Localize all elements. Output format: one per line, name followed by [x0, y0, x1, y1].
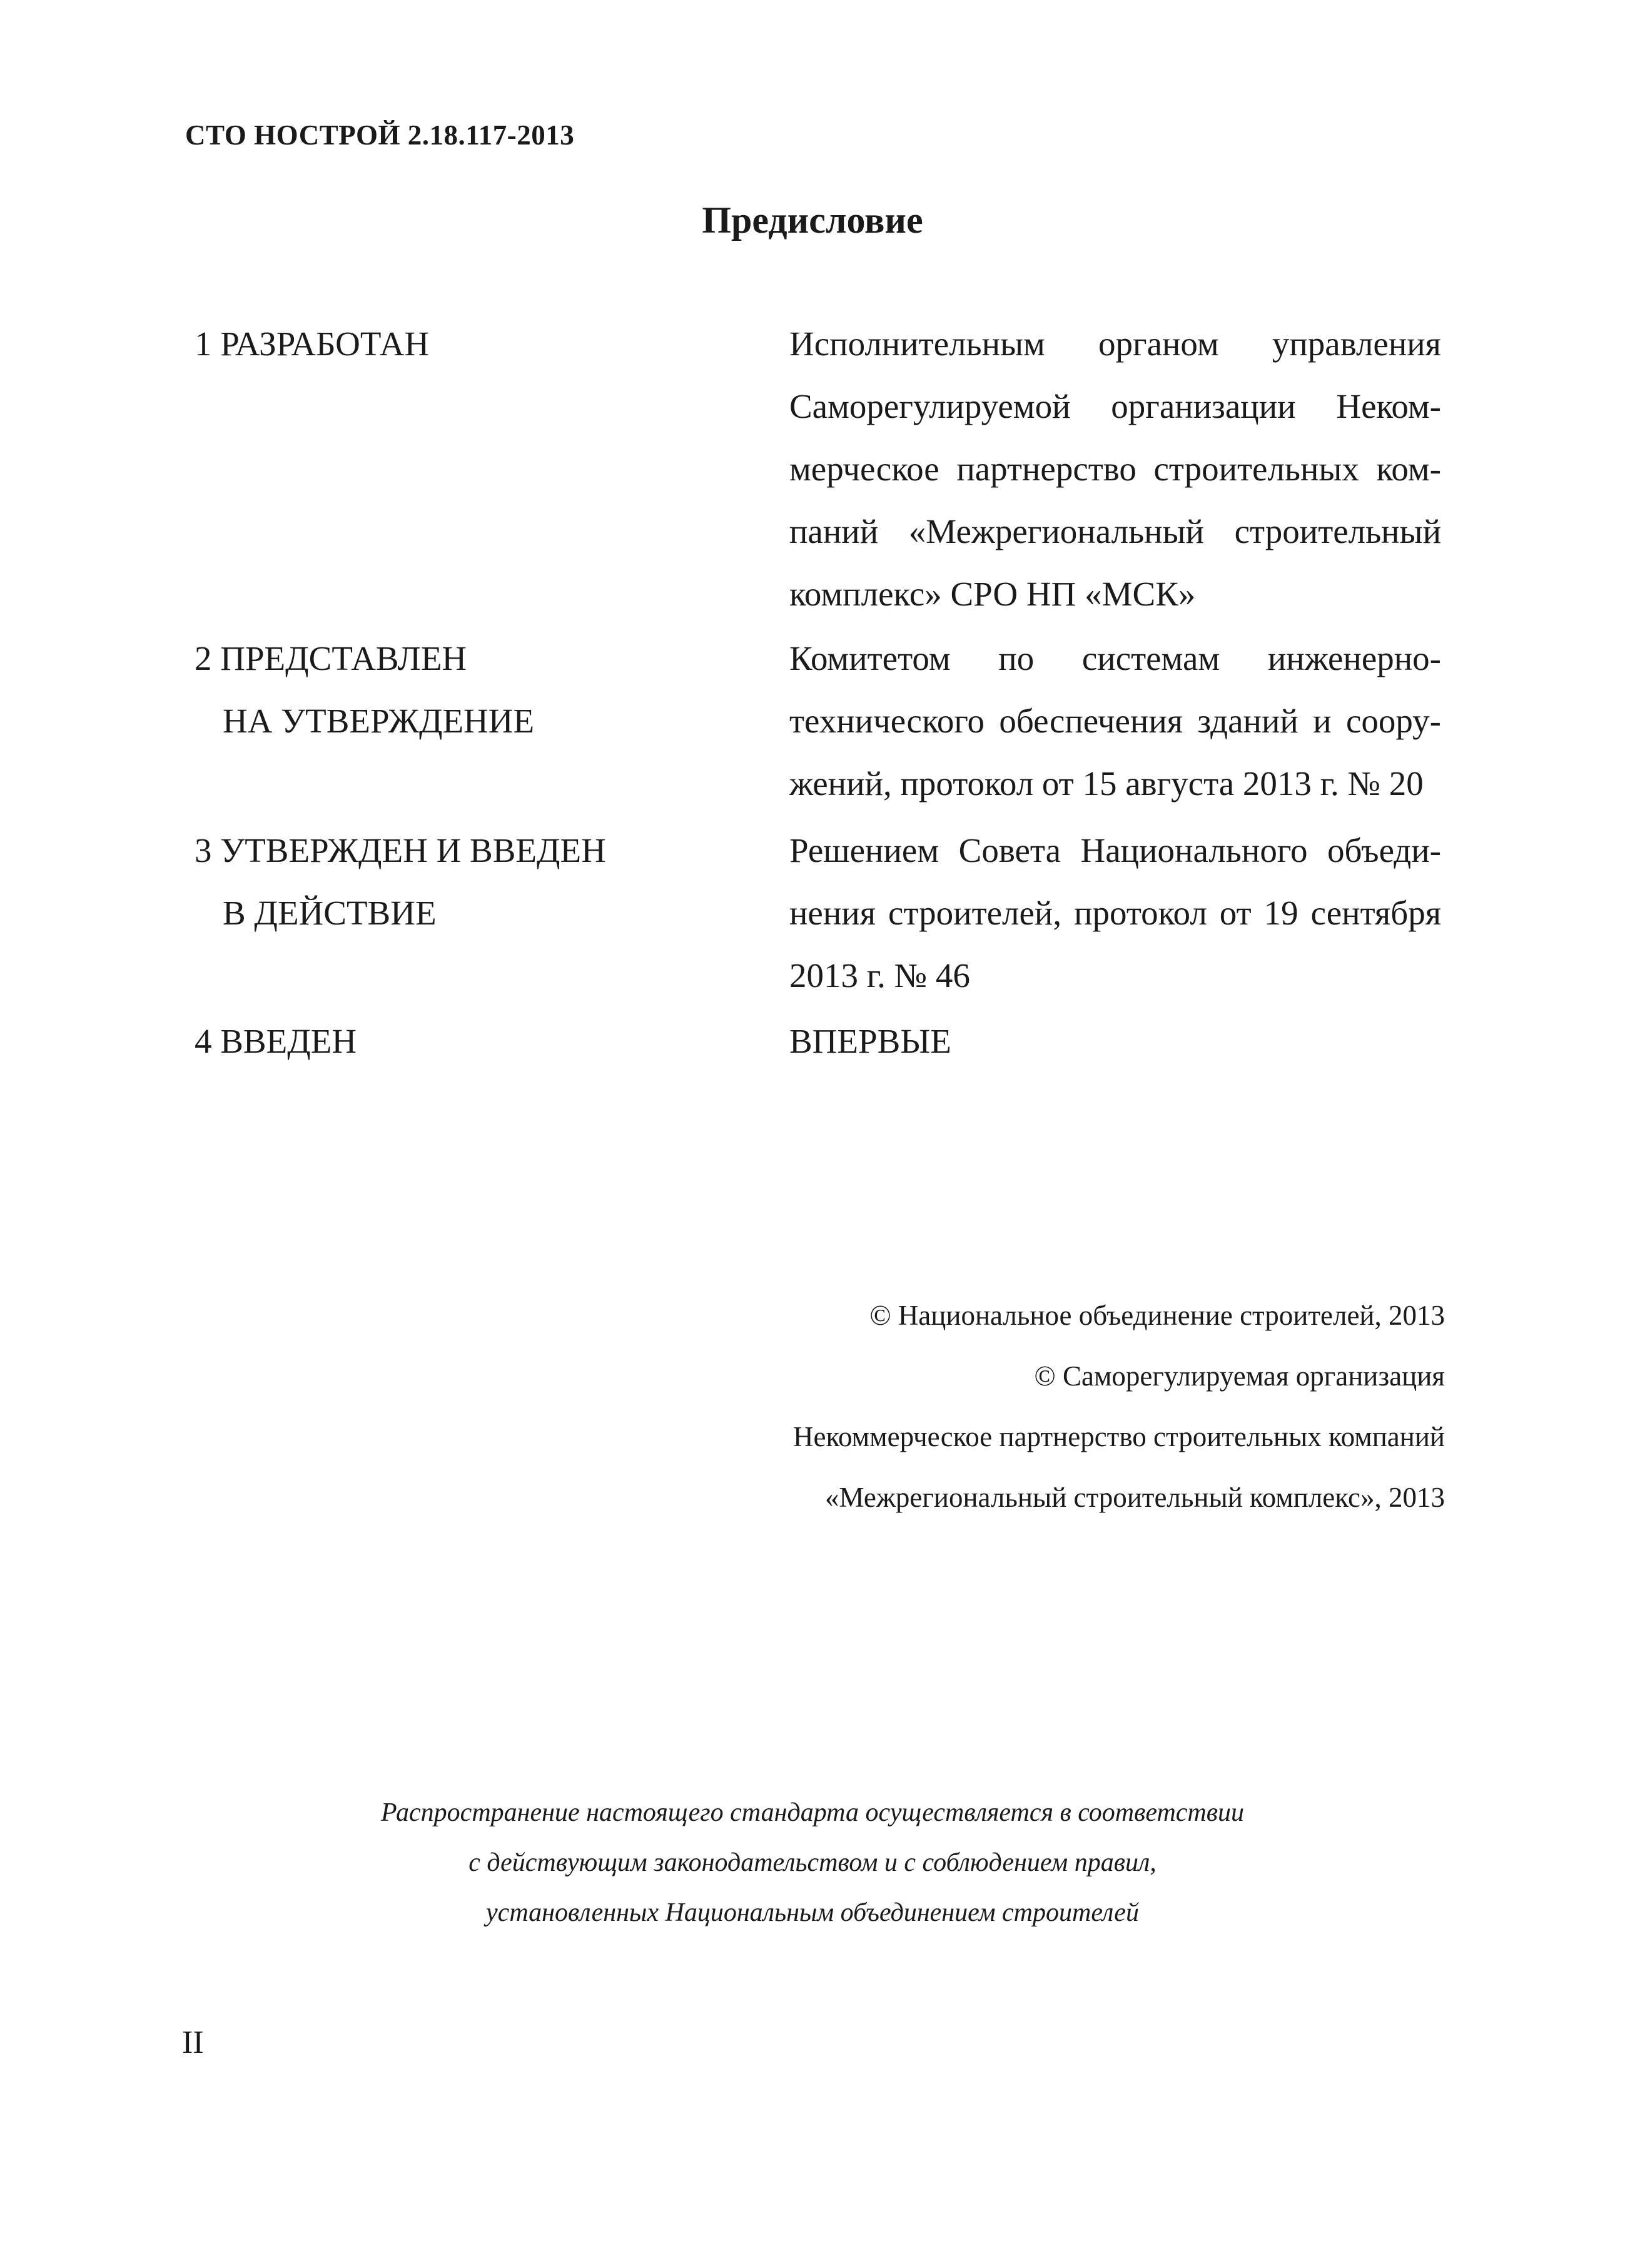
clause-text — [789, 1010, 1441, 1073]
copyright-line: Некоммерческое партнерство строительных компаний — [792, 1421, 1445, 1452]
clause-label-line: НА УТВЕРЖДЕНИЕ — [223, 702, 535, 740]
clause-text-line: технического обеспечения зданий и соору- — [789, 702, 1441, 740]
clause-text-line: 2013 г. № 46 — [789, 956, 970, 995]
clause-text — [789, 313, 1441, 625]
clause-text — [789, 627, 1441, 815]
clause-text-line: паний «Межрегиональный строительный — [789, 512, 1441, 550]
copyright-line: «Межрегиональный строительный комплекс», 2013 — [824, 1482, 1445, 1513]
copyright-line: © Национальное объединение строителей, 2013 — [869, 1300, 1445, 1331]
clause-text-line: жений, протокол от 15 августа 2013 г. № 20 — [789, 764, 1424, 802]
clause-label-line: 3 УТВЕРЖДЕН И ВВЕДЕН — [195, 831, 606, 869]
distribution-notice — [0, 1788, 1625, 1938]
clause-label-line: 4 ВВЕДЕН — [195, 1022, 357, 1060]
clause-text-line: мерческое партнерство строительных ком- — [789, 450, 1441, 488]
page-title: Предисловие — [702, 200, 923, 241]
copyright-line: © Саморегулируемая организация — [1034, 1360, 1445, 1392]
page-number: II — [182, 2025, 204, 2060]
clause-text-line: нения строителей, протокол от 19 сентября — [789, 894, 1441, 932]
clause-text-line: ВПЕРВЫЕ — [789, 1022, 951, 1060]
clause-label — [195, 313, 429, 375]
clause-text-line: Саморегулируемой организации Неком- — [789, 387, 1441, 425]
clause-label — [195, 1010, 357, 1073]
clause-text-line: Решением Совета Национального объеди- — [789, 831, 1441, 869]
clause-label — [195, 819, 606, 944]
notice-line: установленных Национальным объединением строителей — [486, 1898, 1139, 1927]
notice-line: с действующим законодательством и с соблюдением правил, — [468, 1848, 1157, 1877]
document-code-header: СТО НОСТРОЙ 2.18.117-2013 — [185, 119, 575, 151]
notice-line: Распространение настоящего стандарта осуществляется в соответствии — [380, 1798, 1244, 1827]
clause-label — [195, 627, 534, 752]
clause-text-line: Комитетом по системам инженерно- — [789, 639, 1441, 677]
clause-text — [789, 819, 1441, 1007]
clause-text-line: комплекс» СРО НП «МСК» — [789, 575, 1196, 613]
clause-text-line: Исполнительным органом управления — [789, 325, 1441, 363]
clause-label-line: 2 ПРЕДСТАВЛЕН — [195, 639, 467, 677]
copyright-block — [793, 1285, 1445, 1528]
clause-label-line: 1 РАЗРАБОТАН — [195, 325, 430, 363]
clause-label-line: В ДЕЙСТВИЕ — [223, 894, 437, 932]
